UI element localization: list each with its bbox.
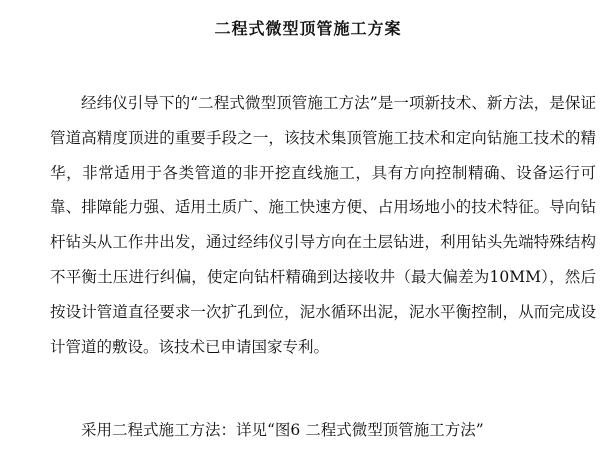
body-paragraph-2: 采用二程式施工方法：详见“图6 二程式微型顶管施工方法” (81, 421, 484, 439)
document-title: 二程式微型顶管施工方案 (214, 19, 402, 38)
body-paragraph-1: 经纬仪引导下的“二程式微型顶管施工方法”是一项新技术、新方法，是保证管道高精度顶进的重要手段之一，该技术集顶管施工技术和定向钻施工技术的精华，非常适用于各类管道的非开挖直线施工，具有方向控制精确、设备运行可靠、排障能力强、适用土质广、施工快速方便、占用场地小的技术特征。导向钻杆钻头从工作井出发，通过经纬仪引导方向在土层钻进，利用钻头先端特殊结构不平衡土压进行纠偏，使定向钻杆精确到达接收井（最大偏差为10MM），然后按设计管道直径要求一次扩孔到位，泥水循环出泥，泥水平衡控制，从而完成设计管道的敷设。该技术已申请国家专利。 (50, 94, 596, 356)
